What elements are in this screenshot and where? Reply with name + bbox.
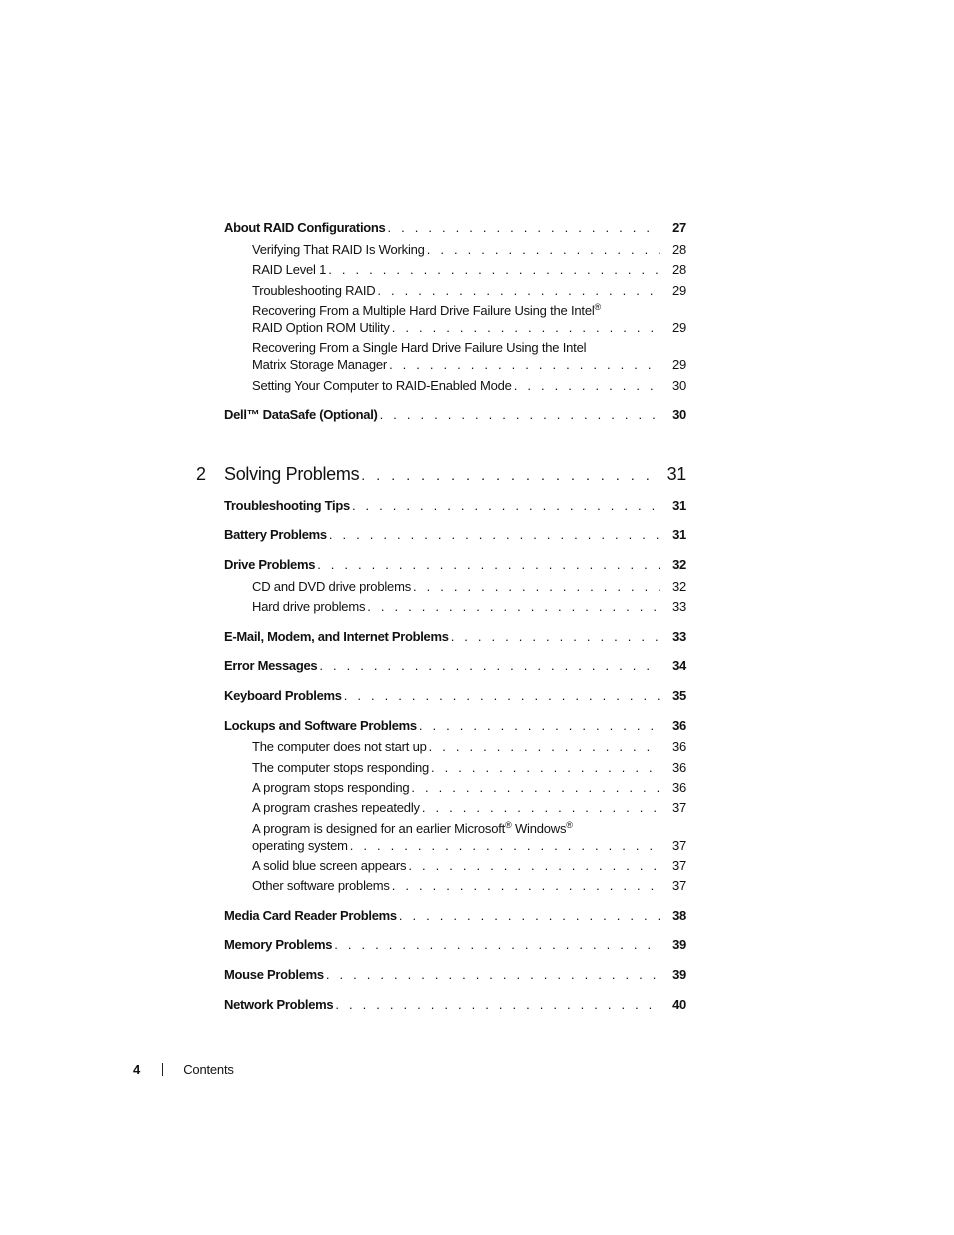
toc-entry-page: 33	[671, 599, 686, 614]
toc-entry-page: 36	[671, 739, 686, 754]
toc-entry[interactable]	[252, 858, 686, 874]
dot-leader	[377, 283, 660, 299]
toc-entry-text: Recovering From a Single Hard Drive Failure Using the Intel	[252, 340, 587, 355]
toc-entry[interactable]	[252, 838, 686, 854]
dot-leader	[413, 579, 660, 595]
toc-entry-first-line[interactable]	[252, 303, 601, 319]
toc-entry-page: 36	[671, 760, 686, 775]
toc-entry[interactable]	[224, 658, 686, 674]
toc-entry[interactable]	[224, 688, 686, 704]
chapter-title: Solving Problems	[224, 464, 360, 484]
toc-entry-title: Keyboard Problems	[224, 688, 342, 703]
toc-entry-title: E-Mail, Modem, and Internet Problems	[224, 629, 449, 644]
toc-entry-title: Other software problems	[252, 878, 390, 893]
dot-leader	[334, 937, 660, 953]
dot-leader	[422, 800, 660, 816]
toc-entry-first-line[interactable]	[252, 821, 573, 837]
toc-entry-title: RAID Option ROM Utility	[252, 320, 390, 335]
toc-entry-title: Verifying That RAID Is Working	[252, 242, 425, 257]
toc-entry-page: 36	[672, 718, 686, 733]
dot-leader	[326, 967, 660, 983]
toc-entry-title: CD and DVD drive problems	[252, 579, 412, 594]
chapter-number: 2	[196, 464, 206, 484]
toc-entry-title: A program crashes repeatedly	[252, 800, 420, 815]
footer-separator	[162, 1063, 163, 1076]
toc-entry-page: 34	[672, 658, 686, 673]
toc-entry-first-line[interactable]	[252, 340, 586, 356]
toc-entry-page: 35	[672, 688, 686, 703]
toc-entry[interactable]	[252, 378, 686, 394]
dot-leader	[408, 858, 660, 874]
toc-entry-page: 28	[671, 242, 686, 257]
toc-entry-page: 27	[672, 220, 686, 235]
toc-entry[interactable]	[224, 498, 686, 514]
toc-entry[interactable]	[224, 937, 686, 953]
toc-entry-title: Hard drive problems	[252, 599, 366, 614]
toc-entry-title: Media Card Reader Problems	[224, 908, 397, 923]
dot-leader	[427, 242, 660, 258]
toc-entry[interactable]	[252, 760, 686, 776]
toc-entry-title: Battery Problems	[224, 527, 327, 542]
toc-entry[interactable]	[252, 579, 686, 595]
dot-leader	[392, 320, 660, 336]
toc-entry-title: Setting Your Computer to RAID-Enabled Mode	[252, 378, 512, 393]
dot-leader	[431, 760, 660, 776]
toc-entry-page: 32	[672, 557, 686, 572]
chapter-page: 31	[666, 464, 686, 484]
toc-entry-title: A solid blue screen appears	[252, 858, 407, 873]
toc-entry[interactable]	[252, 320, 686, 336]
toc-entry[interactable]	[224, 629, 686, 645]
toc-entry-title: The computer stops responding	[252, 760, 430, 775]
dot-leader	[411, 780, 660, 796]
toc-entry[interactable]	[224, 407, 686, 423]
dot-leader	[344, 688, 660, 704]
dot-leader	[514, 378, 660, 394]
dot-leader	[367, 599, 660, 615]
toc-entry[interactable]	[224, 220, 686, 236]
toc-entry-page: 37	[671, 878, 686, 893]
dot-leader	[399, 908, 660, 924]
toc-chapter[interactable]	[196, 463, 686, 486]
toc-entry[interactable]	[252, 599, 686, 615]
toc-entry-title: Error Messages	[224, 658, 318, 673]
toc-entry[interactable]	[252, 800, 686, 816]
toc-entry[interactable]	[252, 739, 686, 755]
toc-entry[interactable]	[252, 878, 686, 894]
dot-leader	[317, 557, 660, 573]
toc-entry-title: RAID Level 1	[252, 262, 327, 277]
toc-entry-title: operating system	[252, 838, 348, 853]
toc-entry-title: Lockups and Software Problems	[224, 718, 417, 733]
toc-entry-page: 28	[671, 262, 686, 277]
toc-entry-title: Drive Problems	[224, 557, 316, 572]
toc-entry-page: 39	[672, 967, 686, 982]
toc-entry-title: A program stops responding	[252, 780, 410, 795]
toc-entry[interactable]	[252, 780, 686, 796]
dot-leader	[451, 629, 660, 645]
toc-entry-page: 29	[671, 320, 686, 335]
dot-leader	[429, 739, 660, 755]
toc-entry-title: Network Problems	[224, 997, 334, 1012]
toc-entry-page: 33	[672, 629, 686, 644]
dot-leader	[387, 220, 660, 236]
toc-entry-title: Memory Problems	[224, 937, 333, 952]
toc-entry-title: Troubleshooting RAID	[252, 283, 376, 298]
toc-entry[interactable]	[224, 527, 686, 543]
toc-entry-title: The computer does not start up	[252, 739, 427, 754]
toc-entry[interactable]	[224, 967, 686, 983]
toc-entry-text: A program is designed for an earlier Microsoft	[252, 821, 506, 836]
dot-leader	[335, 997, 660, 1013]
toc-entry-page: 29	[671, 283, 686, 298]
toc-entry[interactable]	[252, 357, 686, 373]
toc-entry-page: 40	[672, 997, 686, 1012]
dot-leader	[319, 658, 660, 674]
dot-leader	[361, 464, 656, 486]
toc-entry-title: About RAID Configurations	[224, 220, 386, 235]
toc-entry-text: Windows	[511, 821, 567, 836]
page-footer	[133, 1062, 234, 1078]
dot-leader	[380, 407, 660, 423]
toc-entry-page: 38	[672, 908, 686, 923]
dot-leader	[392, 878, 660, 894]
toc-entry[interactable]	[252, 262, 686, 278]
toc-entry[interactable]	[224, 908, 686, 924]
toc-entry-page: 30	[671, 378, 686, 393]
toc-entry-page: 37	[671, 858, 686, 873]
registered-mark: ®	[566, 820, 573, 830]
footer-section-label: Contents	[183, 1062, 234, 1077]
toc-entry-text: Recovering From a Multiple Hard Drive Failure Using the Intel	[252, 303, 595, 318]
footer-page-number: 4	[133, 1062, 141, 1077]
dot-leader	[389, 357, 660, 373]
toc-entry[interactable]	[224, 557, 686, 573]
dot-leader	[350, 838, 660, 854]
registered-mark: ®	[594, 302, 601, 312]
dot-leader	[352, 498, 660, 514]
toc-entry-page: 32	[671, 579, 686, 594]
toc-entry-title: Dell™ DataSafe (Optional)	[224, 407, 378, 422]
toc-entry-page: 36	[671, 780, 686, 795]
toc-entry-page: 39	[672, 937, 686, 952]
toc-entry-page: 37	[671, 838, 686, 853]
dot-leader	[419, 718, 660, 734]
toc-entry-page: 37	[671, 800, 686, 815]
toc-entry-page: 29	[671, 357, 686, 372]
toc-entry[interactable]	[252, 242, 686, 258]
toc-entry-page: 31	[672, 498, 686, 513]
toc-entry-title: Matrix Storage Manager	[252, 357, 388, 372]
dot-leader	[328, 262, 660, 278]
dot-leader	[329, 527, 660, 543]
toc-entry[interactable]	[252, 283, 686, 299]
toc-entry-title: Troubleshooting Tips	[224, 498, 350, 513]
toc-entry-title: Mouse Problems	[224, 967, 324, 982]
toc-entry-page: 30	[672, 407, 686, 422]
toc-entry[interactable]	[224, 997, 686, 1013]
toc-entry[interactable]	[224, 718, 686, 734]
toc-entry-page: 31	[672, 527, 686, 542]
registered-mark: ®	[505, 820, 512, 830]
